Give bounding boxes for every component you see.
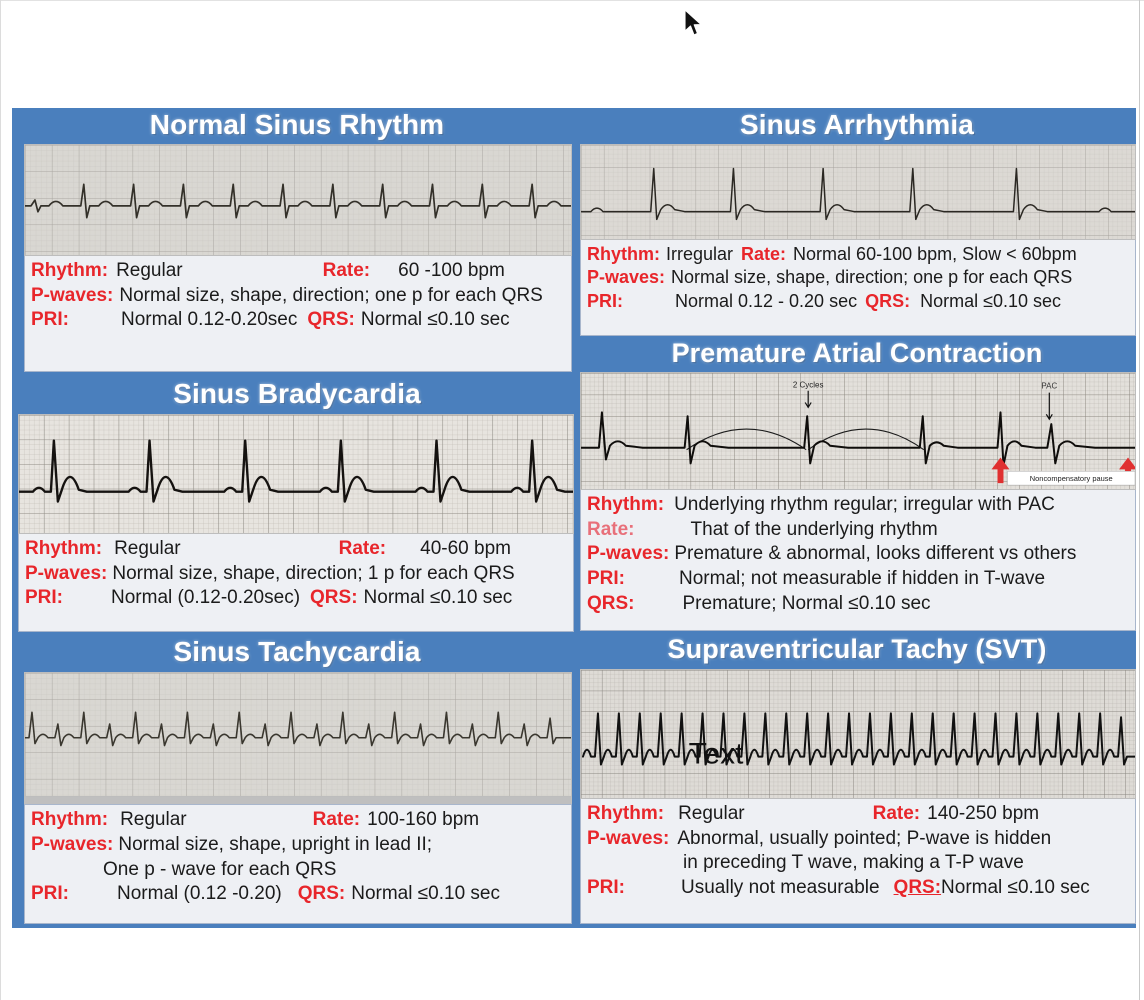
- row-label-2: QRS:: [297, 883, 346, 905]
- panel-sinus-arrhythmia[interactable]: [578, 108, 1136, 336]
- info-row: [587, 851, 1129, 876]
- row-label: P-waves:: [25, 562, 108, 584]
- row-value-2: Normal ≤0.10 sec: [351, 883, 500, 905]
- row-label: P-waves:: [587, 267, 666, 288]
- info-row: [587, 802, 1129, 827]
- row-value-2: Normal ≤0.10 sec: [920, 290, 1062, 311]
- info-pac: [580, 490, 1136, 631]
- row-label: Rhythm:: [31, 260, 109, 281]
- page-left-border: [0, 0, 1, 1000]
- row-value: Normal; not measurable if hidden in T-wave: [679, 568, 1046, 590]
- row-label-2: QRS:: [893, 877, 942, 899]
- info-row: [587, 290, 1129, 313]
- row-value: Normal size, shape, direction; one p for each QRS: [671, 267, 1073, 288]
- rhythm-board: [12, 108, 1136, 928]
- strip-shadow-bar: [24, 797, 572, 804]
- panel-title-sinus-arrhythmia: Sinus Arrhythmia: [740, 109, 974, 140]
- annotation-2-cycles: 2 Cycles: [792, 380, 824, 390]
- panel-premature-atrial-contraction[interactable]: [578, 336, 1136, 631]
- row-value: Regular: [114, 538, 181, 559]
- row-value: That of the underlying rhythm: [690, 518, 938, 540]
- row-value: Normal (0.12 -0.20): [117, 883, 282, 905]
- row-label-2: Rate:: [741, 244, 787, 264]
- info-row: [587, 243, 1129, 266]
- panel-sinus-tachycardia[interactable]: [16, 634, 578, 924]
- row-label: P-waves:: [587, 827, 670, 849]
- info-row: [587, 592, 1129, 617]
- row-label-2: Rate:: [312, 809, 361, 831]
- row-label-2: QRS:: [310, 587, 358, 609]
- info-row: [587, 518, 1129, 543]
- overlay-text-placeholder: Text: [688, 737, 744, 771]
- row-label-2: Rate:: [338, 538, 387, 559]
- row-value-2: Normal ≤0.10 sec: [363, 587, 513, 609]
- info-normal-sinus-rhythm: [24, 256, 572, 372]
- left-column: [12, 108, 578, 928]
- panel-title-premature-atrial-contraction: Premature Atrial Contraction: [671, 338, 1043, 368]
- ecg-strip-normal-sinus-rhythm: [24, 144, 572, 256]
- info-row: [587, 493, 1129, 518]
- row-label: P-waves:: [587, 543, 670, 565]
- row-value: Normal size, shape, direction; 1 p for each QRS: [112, 562, 515, 584]
- row-label-2: Rate:: [322, 260, 371, 281]
- info-row: [31, 882, 565, 907]
- panel-title-sinus-tachycardia: Sinus Tachycardia: [173, 636, 421, 667]
- row-value: Premature; Normal ≤0.10 sec: [682, 592, 931, 614]
- panel-supraventricular-tachycardia[interactable]: [578, 631, 1136, 928]
- row-label: Rhythm:: [25, 538, 103, 559]
- panel-title-sinus-bradycardia: Sinus Bradycardia: [173, 378, 421, 409]
- page-right-border: [1139, 0, 1140, 1000]
- panel-title-normal-sinus-rhythm: Normal Sinus Rhythm: [149, 109, 445, 140]
- row-label: Rhythm:: [587, 494, 665, 515]
- row-label: PRI:: [25, 587, 63, 609]
- row-value: Premature & abnormal, looks different vs others: [674, 543, 1077, 565]
- row-value: Underlying rhythm regular; irregular with PAC: [674, 494, 1055, 515]
- annotation-pac: PAC: [1041, 381, 1058, 391]
- row-value-2: Normal 60-100 bpm, Slow < 60bpm: [793, 244, 1077, 264]
- info-row: [25, 586, 567, 611]
- row-label: P-waves:: [31, 284, 114, 306]
- row-value-2: 100-160 bpm: [367, 809, 480, 831]
- row-label: PRI:: [31, 883, 69, 905]
- row-value: Normal 0.12-0.20sec: [121, 309, 298, 331]
- row-value: Regular: [678, 803, 745, 824]
- row-value: Normal size, shape, upright in lead II;: [118, 834, 433, 856]
- row-label: PRI:: [587, 877, 625, 899]
- row-label-2: Rate:: [872, 803, 921, 824]
- info-row: [31, 308, 565, 333]
- info-row: [31, 284, 565, 309]
- right-column: [578, 108, 1136, 928]
- panel-sinus-bradycardia[interactable]: [16, 376, 578, 634]
- info-svt: [580, 799, 1136, 924]
- ecg-strip-svt: [580, 669, 1136, 799]
- row-label: Rhythm:: [587, 244, 660, 264]
- row-value: Normal size, shape, direction; one p for each QRS: [119, 284, 543, 306]
- info-sinus-arrhythmia: [580, 240, 1136, 336]
- row-value: Normal (0.12-0.20sec): [111, 587, 301, 609]
- row-value-2: 140-250 bpm: [927, 803, 1040, 824]
- info-row: [587, 876, 1129, 901]
- ecg-trace-tachycardia: [25, 673, 571, 797]
- info-sinus-tachycardia: [24, 804, 572, 924]
- info-row: [587, 567, 1129, 592]
- row-label: QRS:: [587, 592, 635, 614]
- row-label: P-waves:: [31, 834, 114, 856]
- ecg-trace-pac: [581, 373, 1135, 489]
- row-value: Regular: [116, 260, 183, 281]
- info-row: [31, 833, 565, 858]
- row-label: PRI:: [587, 290, 623, 311]
- info-row: [25, 537, 567, 562]
- row-value-2: Normal ≤0.10 sec: [941, 877, 1090, 899]
- panel-normal-sinus-rhythm[interactable]: [16, 108, 578, 376]
- ecg-strip-pac: [580, 372, 1136, 490]
- row-label: Rhythm:: [587, 803, 665, 824]
- info-row: [31, 808, 565, 833]
- info-row: [587, 827, 1129, 852]
- ecg-trace-bradycardia: [19, 415, 573, 533]
- info-row: [587, 542, 1129, 567]
- row-label-2: QRS:: [307, 309, 355, 331]
- info-row: [31, 858, 565, 883]
- row-value-2: 40-60 bpm: [420, 538, 511, 559]
- ecg-trace-normal-sinus: [25, 145, 571, 255]
- ecg-strip-sinus-bradycardia: [18, 414, 574, 534]
- ecg-strip-sinus-arrhythmia: [580, 144, 1136, 240]
- row-value: Regular: [120, 809, 187, 831]
- info-row: [587, 266, 1129, 289]
- row-label: PRI:: [587, 568, 625, 590]
- row-value: One p - wave for each QRS: [103, 858, 337, 880]
- annotation-noncompensatory-pause: Noncompensatory pause: [1029, 474, 1113, 484]
- row-label-2: QRS:: [865, 290, 911, 311]
- info-row: [25, 562, 567, 587]
- ecg-trace-svt: [581, 670, 1135, 798]
- row-value-2: Normal ≤0.10 sec: [360, 309, 510, 331]
- info-sinus-bradycardia: [18, 534, 574, 632]
- mouse-pointer-icon: [682, 8, 704, 38]
- row-value: Abnormal, usually pointed; P-wave is hidden: [677, 827, 1052, 849]
- row-value: Irregular: [666, 244, 734, 264]
- ecg-trace-arrhythmia: [581, 145, 1135, 239]
- ecg-strip-sinus-tachycardia: [24, 672, 572, 798]
- page-top-border: [0, 0, 1144, 1]
- panel-title-supraventricular-tachycardia: Supraventricular Tachy (SVT): [667, 634, 1047, 664]
- row-label: Rhythm:: [31, 809, 109, 831]
- row-value: Usually not measurable: [681, 877, 880, 899]
- info-row: [31, 259, 565, 284]
- row-value: Normal 0.12 - 0.20 sec: [675, 290, 858, 311]
- row-label: Rate:: [587, 518, 635, 540]
- row-label: PRI:: [31, 309, 69, 331]
- row-value: in preceding T wave, making a T-P wave: [683, 852, 1024, 874]
- row-value-2: 60 -100 bpm: [398, 260, 505, 281]
